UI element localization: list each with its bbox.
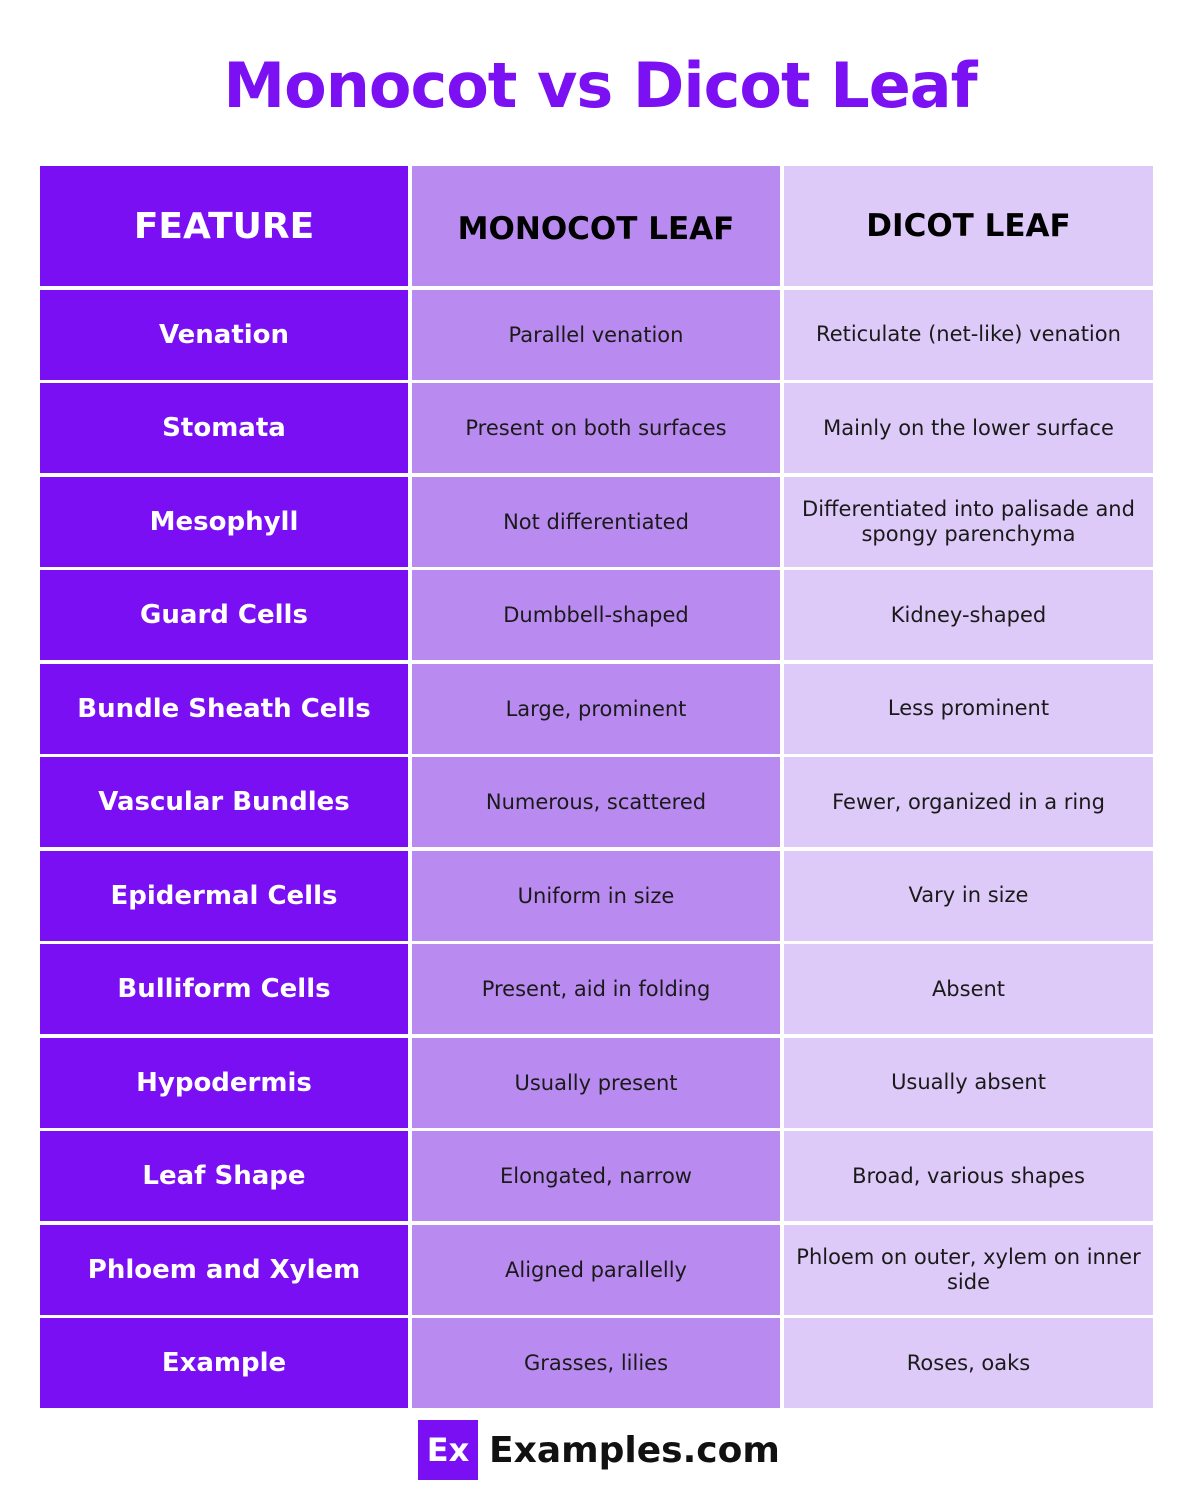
- row-dicot-value: Phloem on outer, xylem on inner side: [784, 1225, 1153, 1315]
- row-feature-label: Example: [40, 1318, 408, 1408]
- row-dicot-value: Broad, various shapes: [784, 1131, 1153, 1221]
- row-monocot-value: Parallel venation: [412, 290, 780, 380]
- row-dicot-value: Less prominent: [784, 664, 1153, 754]
- row-feature-label: Stomata: [40, 383, 408, 473]
- row-dicot-value: Kidney-shaped: [784, 570, 1153, 660]
- row-dicot-value: Fewer, organized in a ring: [784, 757, 1153, 847]
- row-dicot-value: Roses, oaks: [784, 1318, 1153, 1408]
- page-title: Monocot vs Dicot Leaf: [223, 49, 977, 122]
- row-monocot-value: Grasses, lilies: [412, 1318, 780, 1408]
- row-feature-label: Hypodermis: [40, 1038, 408, 1128]
- row-feature-label: Venation: [40, 290, 408, 380]
- header-dicot: DICOT LEAF: [784, 166, 1153, 286]
- row-monocot-value: Uniform in size: [412, 851, 780, 941]
- row-feature-label: Bulliform Cells: [40, 944, 408, 1034]
- row-monocot-value: Numerous, scattered: [412, 757, 780, 847]
- row-feature-label: Mesophyll: [40, 477, 408, 567]
- row-dicot-value: Vary in size: [784, 851, 1153, 941]
- row-monocot-value: Not differentiated: [412, 477, 780, 567]
- comparison-table: [40, 166, 1153, 1408]
- row-feature-label: Leaf Shape: [40, 1131, 408, 1221]
- row-dicot-value: Differentiated into palisade and spongy parenchyma: [784, 477, 1153, 567]
- row-feature-label: Phloem and Xylem: [40, 1225, 408, 1315]
- row-monocot-value: Aligned parallelly: [412, 1225, 780, 1315]
- row-dicot-value: Absent: [784, 944, 1153, 1034]
- row-monocot-value: Large, prominent: [412, 664, 780, 754]
- brand-name: Examples.com: [489, 1429, 780, 1471]
- row-feature-label: Bundle Sheath Cells: [40, 664, 408, 754]
- row-dicot-value: Mainly on the lower surface: [784, 383, 1153, 473]
- brand-mark: Ex: [418, 1420, 478, 1480]
- row-feature-label: Epidermal Cells: [40, 851, 408, 941]
- brand-logo: [418, 1420, 780, 1480]
- row-monocot-value: Dumbbell-shaped: [412, 570, 780, 660]
- header-monocot: MONOCOT LEAF: [412, 166, 780, 286]
- header-feature: FEATURE: [40, 166, 408, 286]
- row-feature-label: Vascular Bundles: [40, 757, 408, 847]
- row-monocot-value: Usually present: [412, 1038, 780, 1128]
- row-dicot-value: Usually absent: [784, 1038, 1153, 1128]
- row-monocot-value: Present on both surfaces: [412, 383, 780, 473]
- row-monocot-value: Present, aid in folding: [412, 944, 780, 1034]
- row-dicot-value: Reticulate (net-like) venation: [784, 290, 1153, 380]
- row-feature-label: Guard Cells: [40, 570, 408, 660]
- row-monocot-value: Elongated, narrow: [412, 1131, 780, 1221]
